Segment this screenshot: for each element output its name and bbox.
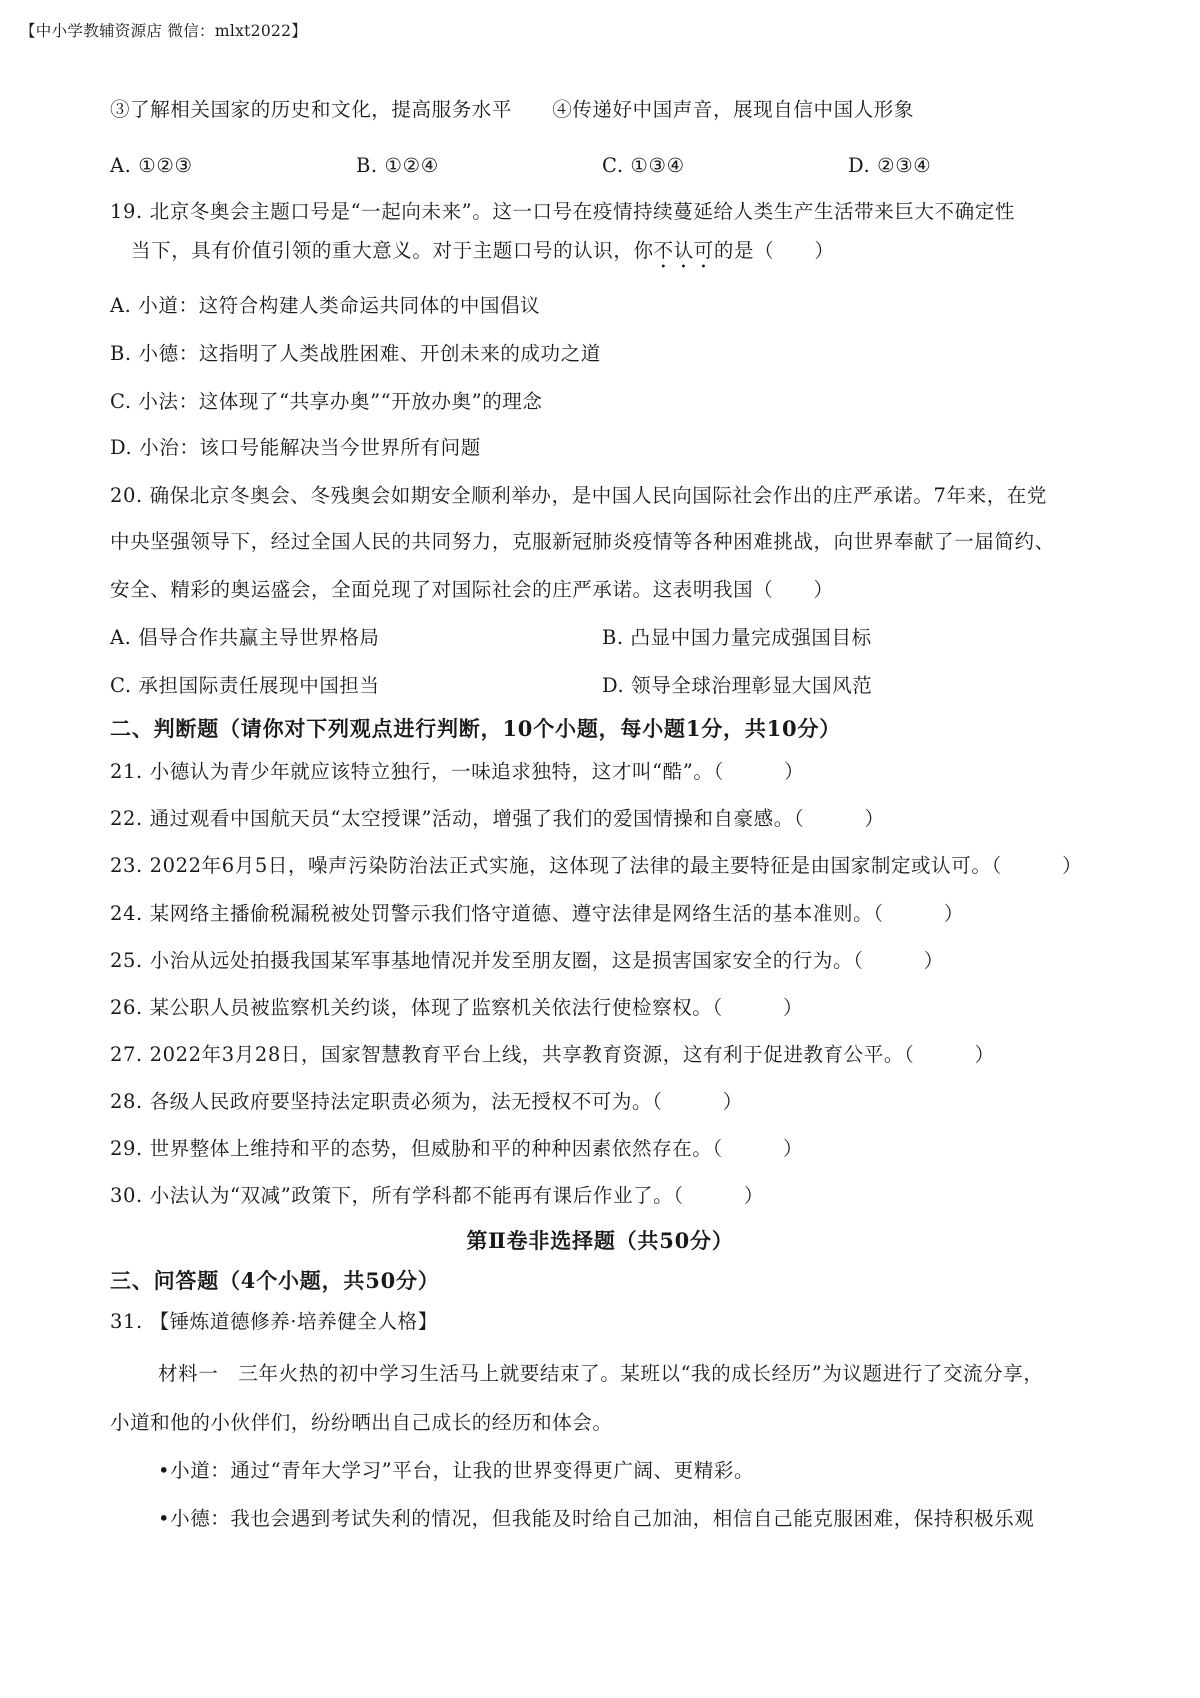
- q19-emphasis: 不认可: [653, 239, 714, 262]
- q18-statements: ③了解相关国家的历史和文化，提高服务水平 ④传递好中国声音，展现自信中国人形象: [110, 98, 915, 121]
- q19-stem-line2: [131, 238, 835, 273]
- judgment-item: 22. 通过观看中国航天员“太空授课”活动，增强了我们的爱国情操和自豪感。（ ）: [110, 807, 885, 830]
- section3-title: 三、问答题（4个小题，共50分）: [110, 1268, 440, 1293]
- q20-option-a: A. 倡导合作共赢主导世界格局: [110, 626, 380, 649]
- q19-option-a: A. 小道：这符合构建人类命运共同体的中国倡议: [110, 294, 541, 317]
- q19-option-b: B. 小德：这指明了人类战胜困难、开创未来的成功之道: [110, 342, 601, 365]
- q19-option-c: C. 小法：这体现了“共享办奥”“开放办奥”的理念: [110, 390, 543, 413]
- q20-stem-line3: 安全、精彩的奥运盛会，全面兑现了对国际社会的庄严承诺。这表明我国（ ）: [110, 578, 834, 601]
- judgment-item: 23. 2022年6月5日，噪声污染防治法正式实施，这体现了法律的最主要特征是由国家制定或认可。（ ）: [110, 854, 1083, 877]
- judgment-item: 28. 各级人民政府要坚持法定职责必须为，法无授权不可为。（ ）: [110, 1090, 743, 1113]
- q31-material1-line1: 材料一 三年火热的初中学习生活马上就要结束了。某班以“我的成长经历”为议题进行了交流分享，: [158, 1362, 1044, 1385]
- q20-stem-line2: 中央坚强领导下，经过全国人民的共同努力，克服新冠肺炎疫情等各种困难挑战，向世界奉献了一届简约、: [110, 530, 1055, 553]
- judgment-item: 24. 某网络主播偷税漏税被处罚警示我们恪守道德、遵守法律是网络生活的基本准则。（ ）: [110, 902, 964, 925]
- q19-stem-post: 的是（ ）: [713, 239, 835, 262]
- q19-option-d: D. 小治：该口号能解决当今世界所有问题: [110, 436, 481, 459]
- judgment-item: 21. 小德认为青少年就应该特立独行，一味追求独特，这才叫“酷”。（ ）: [110, 760, 805, 783]
- q18-option-d: D. ②③④: [848, 154, 932, 177]
- q20-stem-line1: 20. 确保北京冬奥会、冬残奥会如期安全顺利举办，是中国人民向国际社会作出的庄严承诺。7年来，在党: [110, 484, 1048, 507]
- q20-options-row1: [110, 625, 1094, 651]
- q18-option-c: C. ①③④: [602, 154, 685, 177]
- judgment-item: 25. 小治从远处拍摄我国某军事基地情况并发至朋友圈，这是损害国家安全的行为。（ ）: [110, 949, 944, 972]
- q31-material1-line2: 小道和他的小伙伴们，纷纷晒出自己成长的经历和体会。: [110, 1411, 613, 1434]
- q20-option-c: C. 承担国际责任展现中国担当: [110, 674, 380, 697]
- q31-bullet-xiaodao: •小道：通过“青年大学习”平台，让我的世界变得更广阔、更精彩。: [158, 1459, 755, 1482]
- q31-title: 31. 【锤炼道德修养·培养健全人格】: [110, 1310, 438, 1333]
- judgment-item: 30. 小法认为“双减”政策下，所有学科都不能再有课后作业了。（ ）: [110, 1184, 764, 1207]
- q18-option-b: B. ①②④: [356, 154, 439, 177]
- q20-option-b: B. 凸显中国力量完成强国目标: [602, 626, 872, 649]
- judgment-item: 26. 某公职人员被监察机关约谈，体现了监察机关依法行使检察权。（ ）: [110, 996, 804, 1019]
- q20-option-d: D. 领导全球治理彰显大国风范: [602, 674, 873, 697]
- judgment-item: 27. 2022年3月28日，国家智慧教育平台上线，共享教育资源，这有利于促进教育公平。（ ）: [110, 1043, 995, 1066]
- watermark-header: 【中小学教辅资源店 微信：mlxt2022】: [20, 22, 308, 40]
- judgment-item: 29. 世界整体上维持和平的态势，但威胁和平的种种因素依然存在。（ ）: [110, 1137, 804, 1160]
- q18-options: [110, 153, 1094, 179]
- section2-title: 二、判断题（请你对下列观点进行判断，10个小题，每小题1分，共10分）: [110, 716, 842, 741]
- q20-options-row2: [110, 673, 1094, 699]
- q19-stem-pre: 当下，具有价值引领的重大意义。对于主题口号的认识，你: [131, 239, 654, 262]
- q18-option-a: A. ①②③: [110, 154, 193, 177]
- part2-title: 第Ⅱ卷非选择题（共50分）: [466, 1228, 734, 1253]
- q31-bullet-xiaode: •小德：我也会遇到考试失利的情况，但我能及时给自己加油，相信自己能克服困难，保持积极乐观: [158, 1507, 1035, 1530]
- q19-stem-line1: 19. 北京冬奥会主题口号是“一起向未来”。这一口号在疫情持续蔓延给人类生产生活带来巨大不确定性: [110, 200, 1015, 223]
